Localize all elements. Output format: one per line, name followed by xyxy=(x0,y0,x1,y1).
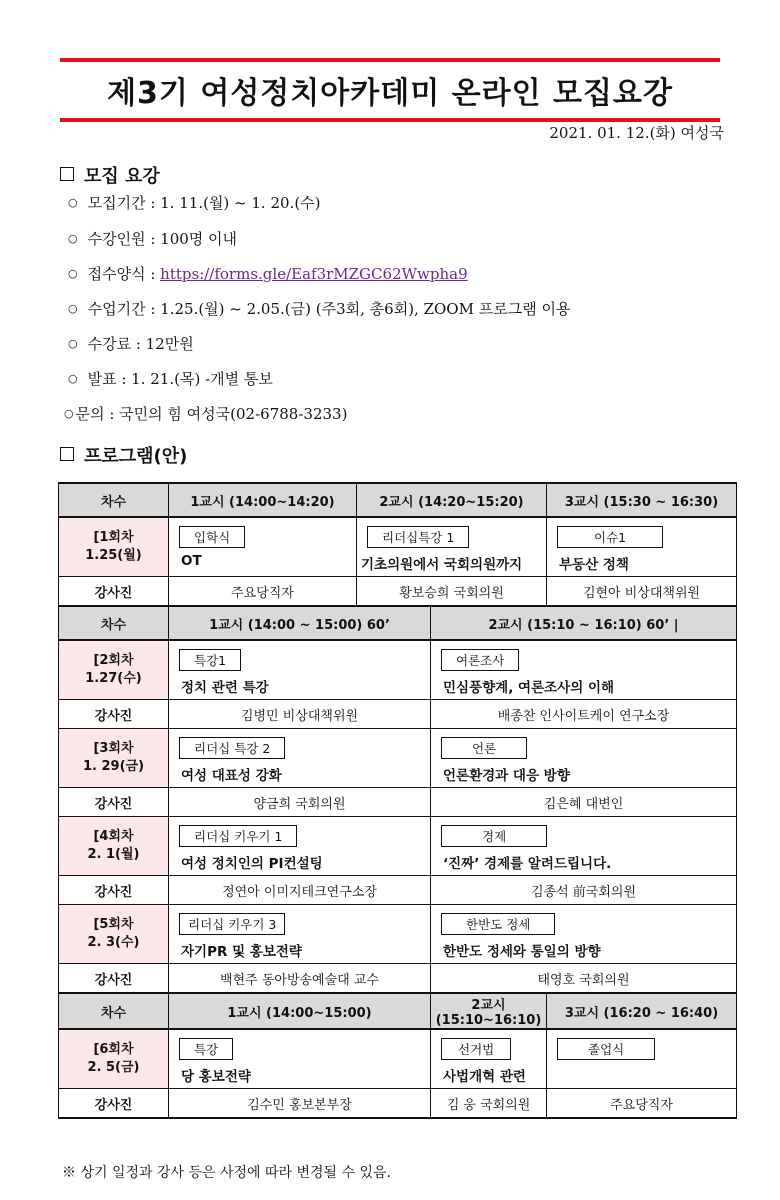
speaker-name: 김수민 홍보본부장 xyxy=(169,1089,431,1119)
topic-desc: 당 홍보전략 xyxy=(181,1069,251,1085)
bullet-class-period: ○ 수업기간 : 1.25.(월) ~ 2.05.(금) (주3회, 총6회), ZOOM 프로그램 이용 xyxy=(68,300,571,318)
topic-desc: 자기PR 및 홍보전략 xyxy=(181,944,302,960)
session-row-3 xyxy=(59,729,737,788)
bullet-apply: ○ 접수양식 : https://forms.gle/Eaf3rMZGC62Wwpha9 xyxy=(68,265,468,283)
footnote: ※ 상기 일정과 강사 등은 사정에 따라 변경될 수 있음. xyxy=(62,1165,391,1181)
bullet-fee: ○ 수강료 : 12만원 xyxy=(68,335,194,353)
speaker-name: 정연아 이미지테크연구소장 xyxy=(169,876,431,905)
speaker-name: 배종찬 인사이트케이 연구소장 xyxy=(431,700,737,729)
bullet-contact: ○ 문의 : 국민의 힘 여성국(02-6788-3233) xyxy=(64,405,348,423)
speaker-name: 김 웅 국회의원 xyxy=(431,1089,547,1119)
topic-tag: 이슈1 xyxy=(557,526,663,548)
speaker-name: 태영호 국회의원 xyxy=(431,964,737,994)
topic-tag: 리더십 키우기 1 xyxy=(179,825,297,847)
topic-desc: 민심풍향계, 여론조사의 이해 xyxy=(443,680,615,696)
checkbox-icon xyxy=(60,447,74,461)
speaker-name: 김은혜 대변인 xyxy=(431,788,737,817)
speaker-row: 강사진 김병민 비상대책위원 배종찬 인사이트케이 연구소장 xyxy=(59,700,737,729)
topic-tag: 경제 xyxy=(441,825,547,847)
topic-tag: 리더십 특강 2 xyxy=(179,737,285,759)
circle-bullet-icon: ○ xyxy=(68,337,78,350)
speaker-name: 주요당직자 xyxy=(169,577,357,607)
topic-tag: 입학식 xyxy=(179,526,245,548)
page-title: 제3기 여성정치아카데미 온라인 모집요강 xyxy=(107,76,673,111)
session-label: [5회차 2. 3(수) xyxy=(59,905,169,964)
section-heading: 프로그램(안) xyxy=(84,446,188,467)
section-program xyxy=(60,442,187,468)
speaker-row: 강사진 양금희 국회의원 김은혜 대변인 xyxy=(59,788,737,817)
circle-bullet-icon: ○ xyxy=(68,302,78,315)
circle-bullet-icon: ○ xyxy=(64,407,74,420)
speaker-row: 강사진 백현주 동아방송예술대 교수 태영호 국회의원 xyxy=(59,964,737,994)
topic-tag: 졸업식 xyxy=(557,1038,655,1060)
bullet-capacity: ○ 수강인원 : 100명 이내 xyxy=(68,230,238,248)
session-row-6 xyxy=(59,1029,737,1089)
speaker-row: 강사진 정연아 이미지테크연구소장 김종석 前국회의원 xyxy=(59,876,737,905)
speaker-name: 김현아 비상대책위원 xyxy=(547,577,737,607)
table-header-row: 차수 1교시 (14:00~15:00) 2교시 (15:10~16:10) 3교시 (16:20 ~ 16:40) xyxy=(59,993,737,1029)
topic-desc: OT xyxy=(181,553,202,569)
topic-tag: 한반도 정세 xyxy=(441,913,555,935)
topic-desc: 부동산 정책 xyxy=(559,557,629,573)
program-table xyxy=(58,482,737,1119)
section-recruitment xyxy=(60,162,160,188)
session-label: [1회차 1.25(월) xyxy=(59,517,169,577)
session-row-1 xyxy=(59,517,737,577)
topic-tag: 리더십특강 1 xyxy=(367,526,469,548)
topic-desc: 정치 관련 특강 xyxy=(181,680,269,696)
bullet-period: ○ 모집기간 : 1. 11.(월) ~ 1. 20.(수) xyxy=(68,194,321,212)
session-row-4 xyxy=(59,817,737,876)
circle-bullet-icon: ○ xyxy=(68,196,78,209)
speaker-name: 백현주 동아방송예술대 교수 xyxy=(169,964,431,994)
topic-desc: 언론환경과 대응 방향 xyxy=(443,768,570,784)
topic-desc: 여성 대표성 강화 xyxy=(181,768,282,784)
document-date: 2021. 01. 12.(화) 여성국 xyxy=(549,124,724,142)
apply-form-link[interactable]: https://forms.gle/Eaf3rMZGC62Wwpha9 xyxy=(160,265,468,283)
topic-desc: 한반도 정세와 통일의 방향 xyxy=(443,944,601,960)
speaker-row: 강사진 김수민 홍보본부장 김 웅 국회의원 주요당직자 xyxy=(59,1089,737,1119)
session-label: [2회차 1.27(수) xyxy=(59,640,169,700)
topic-desc: 기초의원에서 국회의원까지 xyxy=(361,557,523,573)
topic-tag: 리더십 키우기 3 xyxy=(179,913,285,935)
session-label: [6회차 2. 5(금) xyxy=(59,1029,169,1089)
section-heading: 모집 요강 xyxy=(84,166,160,187)
circle-bullet-icon: ○ xyxy=(68,232,78,245)
title-banner xyxy=(60,58,720,122)
topic-desc: ‘진짜’ 경제를 알려드립니다. xyxy=(443,856,612,872)
topic-tag: 여론조사 xyxy=(441,649,519,671)
table-header-row: 차수 1교시 (14:00 ~ 15:00) 60’ 2교시 (15:10 ~ 16:10) 60’ | xyxy=(59,606,737,640)
topic-desc: 사법개혁 관련 xyxy=(443,1069,526,1085)
session-row-2 xyxy=(59,640,737,700)
speaker-name: 황보승희 국회의원 xyxy=(357,577,547,607)
table-header-row: 차수 1교시 (14:00~14:20) 2교시 (14:20~15:20) 3교시 (15:30 ~ 16:30) xyxy=(59,483,737,517)
topic-desc: 여성 정치인의 PI컨설팅 xyxy=(181,856,323,872)
session-label: [4회차 2. 1(월) xyxy=(59,817,169,876)
speaker-name: 주요당직자 xyxy=(547,1089,737,1119)
bullet-announcement: ○ 발표 : 1. 21.(목) -개별 통보 xyxy=(68,370,273,388)
speaker-name: 김병민 비상대책위원 xyxy=(169,700,431,729)
session-label: [3회차 1. 29(금) xyxy=(59,729,169,788)
session-row-5 xyxy=(59,905,737,964)
speaker-name: 김종석 前국회의원 xyxy=(431,876,737,905)
topic-tag: 언론 xyxy=(441,737,527,759)
circle-bullet-icon: ○ xyxy=(68,372,78,385)
speaker-row: 강사진 주요당직자 황보승희 국회의원 김현아 비상대책위원 xyxy=(59,577,737,607)
checkbox-icon xyxy=(60,167,74,181)
circle-bullet-icon: ○ xyxy=(68,267,78,280)
topic-tag: 선거법 xyxy=(441,1038,511,1060)
topic-tag: 특강 xyxy=(179,1038,233,1060)
topic-tag: 특강1 xyxy=(179,649,241,671)
speaker-name: 양금희 국회의원 xyxy=(169,788,431,817)
